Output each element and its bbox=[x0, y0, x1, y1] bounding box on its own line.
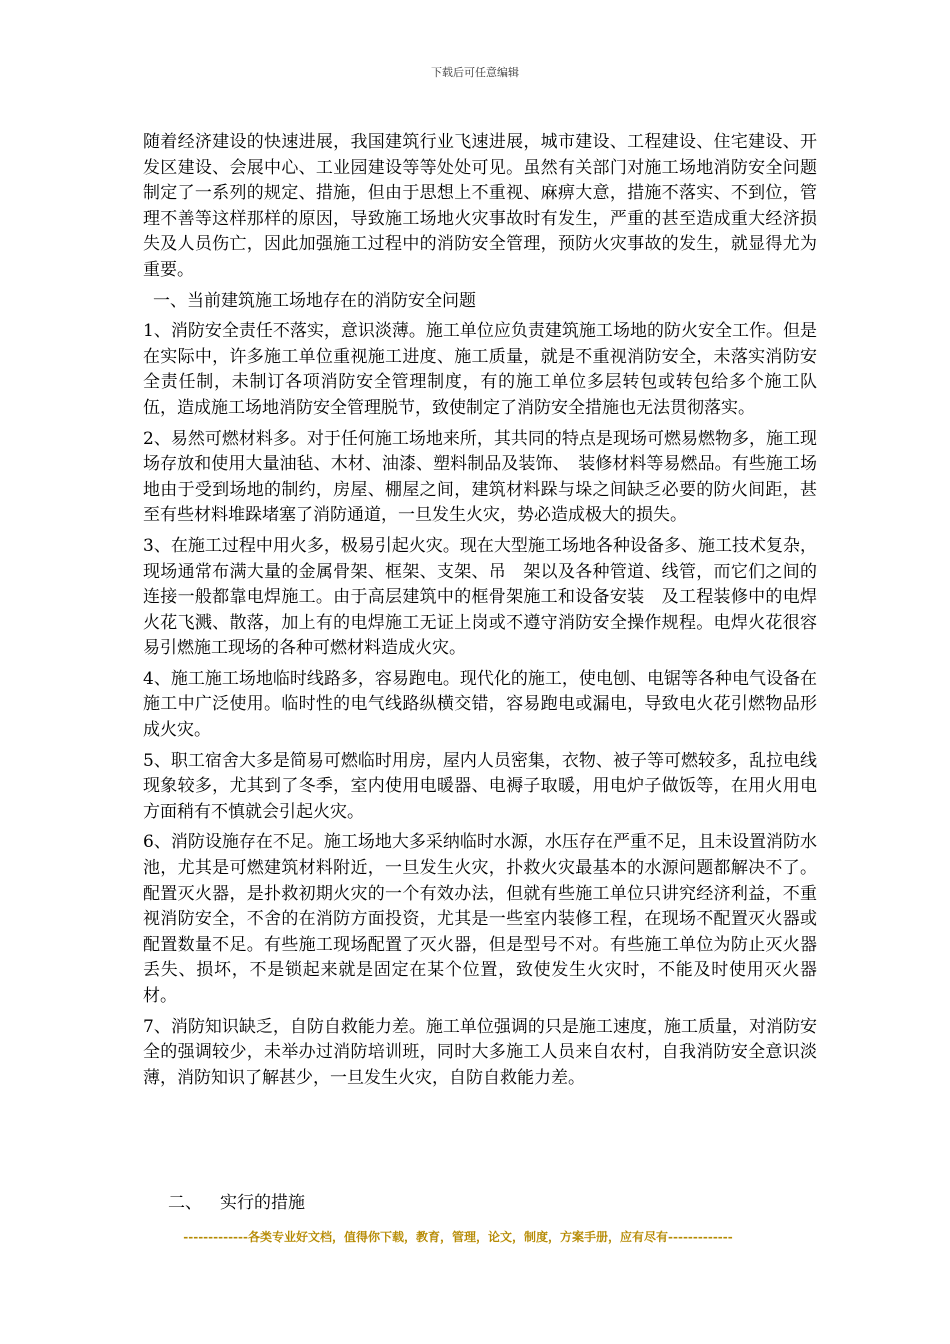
header-note: 下载后可任意编辑 bbox=[431, 66, 519, 79]
intro-paragraph: 随着经济建设的快速进展，我国建筑行业飞速进展，城市建设、工程建设、住宅建设、开发区建设、会展中心、工业园建设等等处处可见。虽然有关部门对施工场地消防安全问题制定了一系列的规定、措施，但由于思想上不重视、麻痹大意，措施不落实、不到位，管理不善等这样那样的原因，导致施工场地火灾事故时有发生，严重的甚至造成重大经济损失及人员伤亡，因此加强施工过程中的消防安全管理，预防火灾事故的发生，就显得尤为重要。 bbox=[143, 132, 817, 280]
section-2-title: 实行的措施 bbox=[220, 1193, 305, 1213]
footer-banner: -------------各类专业好文档，值得你下载，教育，管理，论文，制度，方案手册，应有尽有------------- bbox=[183, 1230, 733, 1244]
section-1-heading: 一、当前建筑施工场地存在的消防安全问题 bbox=[153, 290, 476, 311]
list-item: 2、易然可燃材料多。对于任何施工场地来所，其共同的特点是现场可燃易燃物多，施工现场存放和使用大量油毡、木材、油漆、塑料制品及装饰、 装修材料等易燃品。有些施工场地由于受到场地的制约，房屋、棚屋之间，建筑材料跺与垛之间缺乏必要的防火间距，甚至有些材料堆跺堵塞了消防通道，一旦发生火灾，势必造成极大的损失。 bbox=[143, 428, 817, 526]
section-2-heading bbox=[168, 1191, 305, 1217]
section-2-number: 二、 bbox=[168, 1193, 202, 1213]
list-item: 7、消防知识缺乏，自防自救能力差。施工单位强调的只是施工速度，施工质量，对消防安全的强调较少，未举办过消防培训班，同时大多施工人员来自农村，自我消防安全意识淡薄，消防知识了解甚少，一旦发生火灾，自防自救能力差。 bbox=[143, 1016, 817, 1088]
document-body bbox=[143, 130, 817, 1096]
list-item: 5、职工宿舍大多是简易可燃临时用房，屋内人员密集，衣物、被子等可燃较多，乱拉电线现象较多，尤其到了冬季，室内使用电暖器、电褥子取暖，用电炉子做饭等，在用火用电方面稍有不慎就会引起火灾。 bbox=[143, 750, 817, 822]
list-item: 4、施工施工场地临时线路多，容易跑电。现代化的施工，使电刨、电锯等各种电气设备在施工中广泛使用。临时性的电气线路纵横交错，容易跑电或漏电，导致电火花引燃物品形成火灾。 bbox=[143, 668, 817, 741]
list-item: 3、在施工过程中用火多，极易引起火灾。现在大型施工场地各种设备多、施工技术复杂，现场通常布满大量的金属骨架、框架、支架、吊 架以及各种管道、线管，而它们之间的连接一般都靠电焊施工。由于高层建筑中的框骨架施工和设备安装 及工程装修中的电焊火花飞溅、散落，加上有的电焊施工无证上岗或不遵守消防安全操作规程。电焊火花很容易引燃施工现场的各种可燃材料造成火灾。 bbox=[143, 535, 817, 659]
list-item: 1、消防安全责任不落实，意识淡薄。施工单位应负责建筑施工场地的防火安全工作。但是在实际中，许多施工单位重视施工进度、施工质量，就是不重视消防安全，未落实消防安全责任制，未制订各项消防安全管理制度，有的施工单位多层转包或转包给多个施工队伍，造成施工场地消防安全管理脱节，致使制定了消防安全措施也无法贯彻落实。 bbox=[143, 321, 817, 418]
list-item: 6、消防设施存在不足。施工场地大多采纳临时水源，水压存在严重不足，且未设置消防水池，尤其是可燃建筑材料附近，一旦发生火灾，扑救火灾最基本的水源问题都解决不了。配置灭火器，是扑救初期火灾的一个有效办法，但就有些施工单位只讲究经济利益，不重视消防安全，不舍的在消防方面投资，尤其是一些室内装修工程，在现场不配置灭火器或配置数量不足。有些施工现场配置了灭火器，但是型号不对。有些施工单位为防止灭火器丢失、损坏，不是锁起来就是固定在某个位置，致使发生火灾时，不能及时使用灭火器材。 bbox=[143, 832, 817, 1006]
